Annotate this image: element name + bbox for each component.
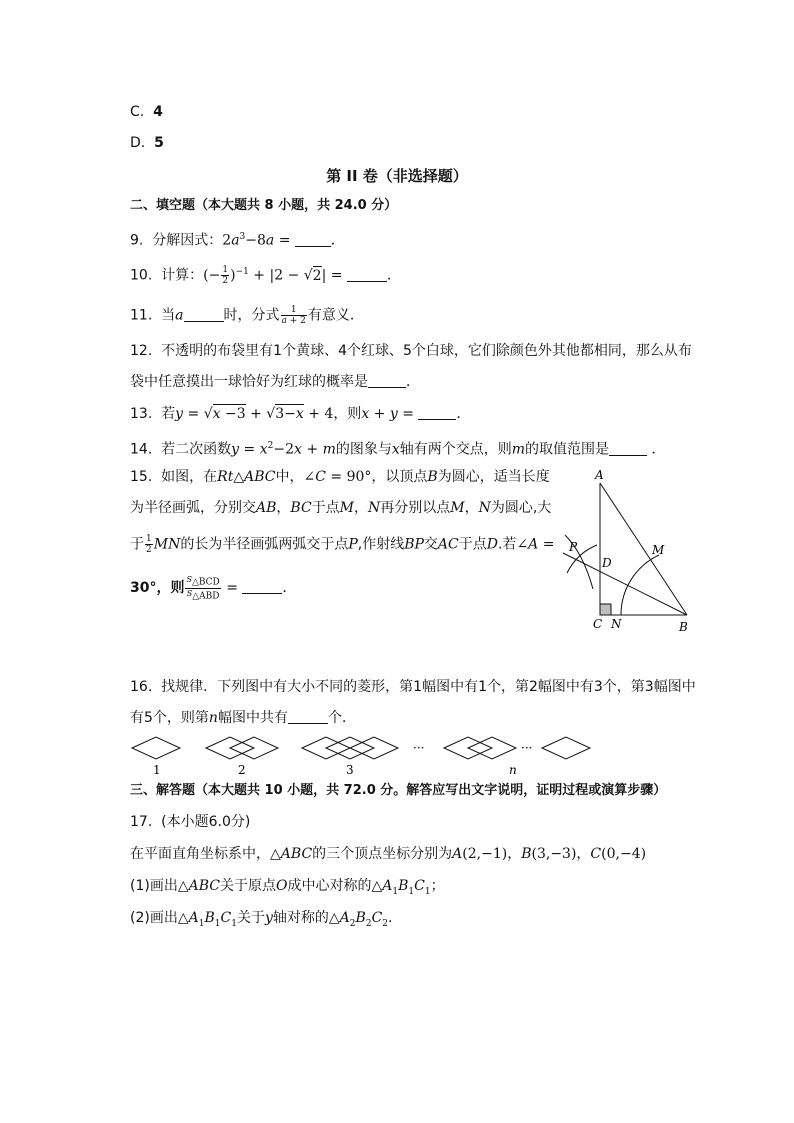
question-11: 11. 当a 时，分式 $\frac{1}{a + 2}$ 有意义． <box>130 305 364 326</box>
point-a-label: A <box>595 468 604 482</box>
figure-label-2: 2 <box>238 763 246 776</box>
question-9: 9. 分解因式：$2a^3-8a$ = ． <box>130 232 345 249</box>
question-15-line2: 为半径画弧，分别交AB，BC于点M，N再分别以点M，N为圆心,大 <box>130 500 552 516</box>
point-n-label: N <box>611 617 622 631</box>
question-15-line3: 于 $\frac{1}{2}$ MN的长为半径画弧两弧交于点P,作射线BP交AC于点D.若∠A = <box>130 534 555 555</box>
figure-label-n: n <box>509 763 517 776</box>
option-d <box>130 133 164 153</box>
triangle-construction-figure <box>555 465 715 640</box>
point-b-label: B <box>679 620 688 634</box>
answer-blank[interactable] <box>295 232 331 247</box>
figure-label-3: 3 <box>346 763 354 776</box>
option-d-letter: D. <box>130 135 146 151</box>
question-17-intro: 在平面直角坐标系中，△ABC的三个顶点坐标分别为A(2,−1)，B(3,−3)，C(0,−4) <box>130 846 647 862</box>
point-d-label: D <box>602 556 612 570</box>
question-15: 15. 如图，在Rt△ABC中，∠C = 90°，以顶点B为圆心，适当长度 <box>130 469 550 485</box>
answer-blank[interactable] <box>418 405 456 420</box>
question-16-cont: 有5个，则第n幅图中共有 个． <box>130 710 356 726</box>
ellipsis-2: ··· <box>521 741 533 755</box>
question-16: 16. 找规律．下列图中有大小不同的菱形，第1幅图中有1个，第2幅图中有3个，第3幅图中 <box>130 679 696 695</box>
rhombus-pattern-figure <box>128 734 598 776</box>
point-m-label: M <box>652 543 665 557</box>
answer-blank[interactable] <box>288 709 328 724</box>
option-c-value: 4 <box>153 104 163 120</box>
question-14: 14. 若二次函数$y = x^2-2x + m$的图象与x轴有两个交点，则m的取值范围是 ． <box>130 441 666 458</box>
answer-section-header: 三、解答题（本大题共 10 小题，共 72.0 分。解答应写出文字说明，证明过程或演算步骤） <box>130 783 667 798</box>
question-17-part2: (2)画出$\triangle A_1B_1C_1$关于y轴对称的$\triangle A_2B_2C_2$. <box>130 910 393 929</box>
point-c-label: C <box>593 617 603 631</box>
answer-blank[interactable] <box>242 579 282 594</box>
question-15-line4: 30°，则 $\frac{S_{\triangle BCD}}{S_{\triangle ABD}}$ = ． <box>130 575 297 602</box>
answer-blank[interactable] <box>368 373 406 388</box>
question-12: 12. 不透明的布袋里有1个黄球、4个红球、5个白球，它们除颜色外其他都相同，那么从布 <box>130 343 692 359</box>
question-17-part1: (1)画出△ABC关于原点O成中心对称的$\triangle A_1B_1C_1$； <box>130 878 445 897</box>
section-2-title: 第 II 卷（非选择题） <box>326 167 468 185</box>
question-12-cont: 袋中任意摸出一球恰好为红球的概率是 ． <box>130 374 420 390</box>
answer-blank[interactable] <box>347 267 387 282</box>
question-17: 17. (本小题6.0分) <box>130 814 251 830</box>
answer-blank[interactable] <box>184 307 224 322</box>
point-p-label: P <box>569 540 578 554</box>
figure-label-1: 1 <box>153 763 161 776</box>
answer-blank[interactable] <box>609 441 647 456</box>
option-d-value: 5 <box>154 135 164 151</box>
fill-in-header: 二、填空题（本大题共 8 小题，共 24.0 分） <box>130 198 398 213</box>
option-c-letter: C. <box>130 104 145 120</box>
option-c <box>130 102 163 122</box>
question-13: 13. 若y = √x −3 + √3−x + 4，则x + y = ． <box>130 406 471 422</box>
ellipsis-1: ··· <box>413 741 425 755</box>
question-10: 10. 计算：(− $\frac{1}{2}$ )$^{-1}$ + |2 − √2| = ． <box>130 265 401 287</box>
